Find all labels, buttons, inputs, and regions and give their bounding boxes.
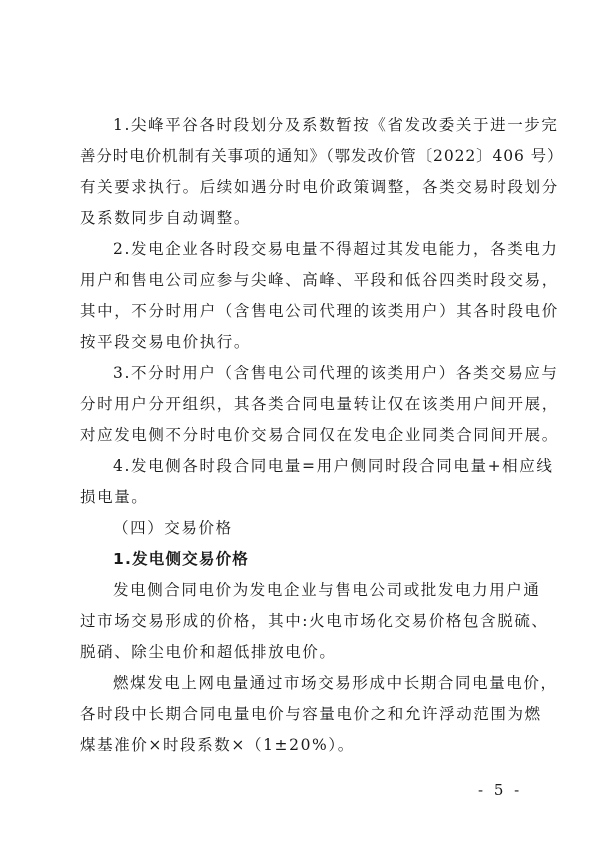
paragraph-3-line-1: 3.不分时用户（含售电公司代理的该类用户）各类交易应与 xyxy=(113,364,559,382)
paragraph-4-line-1: 4.发电侧各时段合同电量=用户侧同时段合同电量+相应线 xyxy=(113,457,554,475)
paragraph-5-line-3: 脱硝、除尘电价和超低排放电价。 xyxy=(80,643,337,661)
paragraph-1-line-1: 1.尖峰平谷各时段划分及系数暂按《省发改委关于进一步完 xyxy=(113,116,559,134)
paragraph-6-line-1: 燃煤发电上网电量通过市场交易形成中长期合同电量电价， xyxy=(113,674,558,692)
section-heading: （四）交易价格 xyxy=(113,519,233,537)
paragraph-5-line-1: 发电侧合同电价为发电企业与售电公司或批发电力用户通 xyxy=(113,581,541,599)
paragraph-4-line-2: 损电量。 xyxy=(80,488,149,506)
paragraph-1-line-2: 善分时电价机制有关事项的通知》（鄂发改价管〔2022〕406 号） xyxy=(80,147,564,165)
paragraph-3-line-3: 对应发电侧不分时电价交易合同仅在发电企业同类合同间开展。 xyxy=(80,426,559,444)
paragraph-2-line-2: 用户和售电公司应参与尖峰、高峰、平段和低谷四类时段交易， xyxy=(80,271,559,289)
subsection-heading: 1.发电侧交易价格 xyxy=(113,550,249,568)
paragraph-1-line-3: 有关要求执行。后续如遇分时电价政策调整，各类交易时段划分 xyxy=(80,178,559,196)
paragraph-6-line-3: 煤基准价×时段系数×（1±20%）。 xyxy=(80,736,355,754)
page-number: - 5 - xyxy=(478,781,523,799)
paragraph-1-line-4: 及系数同步自动调整。 xyxy=(80,209,252,227)
paragraph-6-line-2: 各时段中长期合同电量电价与容量电价之和允许浮动范围为燃 xyxy=(80,705,542,723)
paragraph-2-line-3: 其中，不分时用户（含售电公司代理的该类用户）其各时段电价 xyxy=(80,302,559,320)
paragraph-2-line-1: 2.发电企业各时段交易电量不得超过其发电能力，各类电力 xyxy=(113,240,559,258)
paragraph-2-line-4: 按平段交易电价执行。 xyxy=(80,333,252,351)
paragraph-5-line-2: 过市场交易形成的价格，其中:火电市场化交易价格包含脱硫、 xyxy=(80,612,549,630)
paragraph-3-line-2: 分时用户分开组织，其各类合同电量转让仅在该类用户间开展， xyxy=(80,395,559,413)
